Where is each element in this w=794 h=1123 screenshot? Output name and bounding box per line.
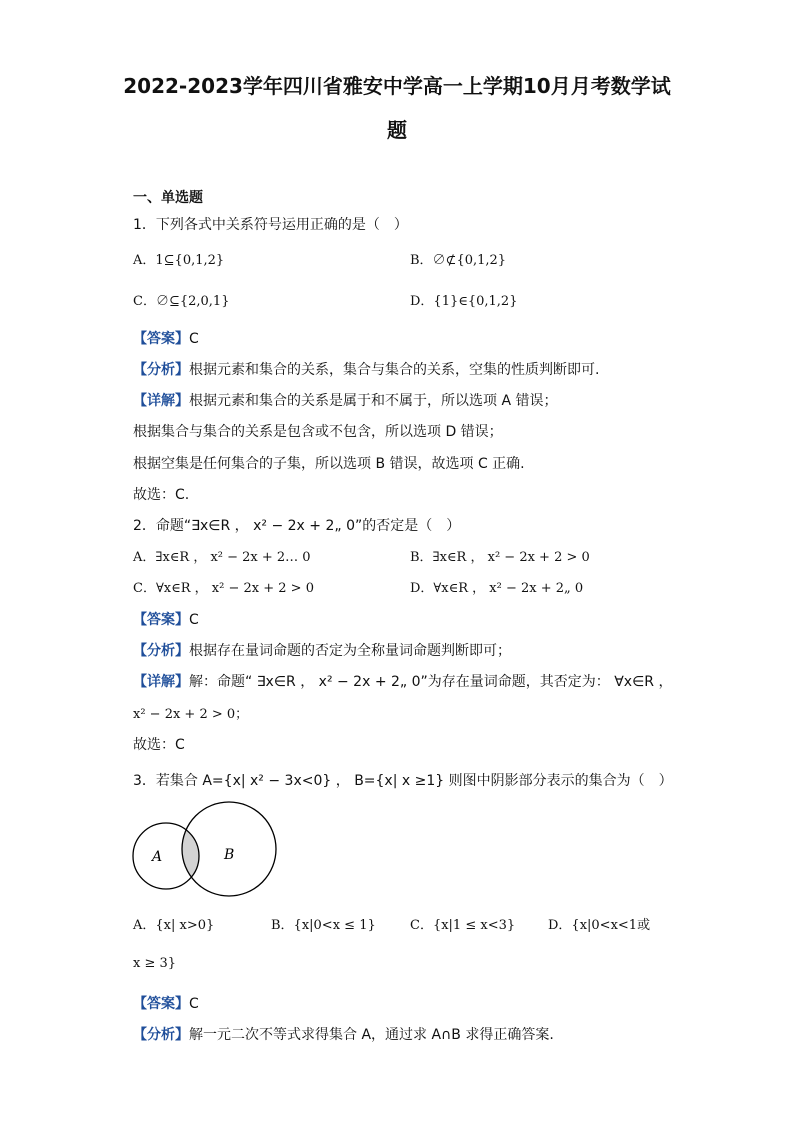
section-heading: 一、单选题 <box>133 190 203 206</box>
section-tag: 【答案】 <box>133 331 189 347</box>
q2-detail-2: x² − 2x + 2 > 0； <box>133 707 249 722</box>
q2-stem: 2．命题“∃x∈R ， x² − 2x + 2„ 0”的否定是（ ） <box>133 518 461 534</box>
section-tag: 【详解】 <box>133 393 189 409</box>
q1-detail-2: 根据集合与集合的关系是包含或不包含，所以选项 D 错误； <box>133 424 503 440</box>
section-tag: 【分析】 <box>133 643 189 659</box>
venn-label-a: A <box>152 849 163 865</box>
q1-option-c: C．∅⊆{2,0,1} <box>133 294 230 309</box>
q2-option-a: A．∃x∈R ， x² − 2x + 2… 0 <box>133 550 311 565</box>
q3-answer: 【答案】C <box>133 996 199 1012</box>
venn-label-b: B <box>224 847 235 863</box>
q1-option-b: B．∅⊄{0,1,2} <box>410 253 507 268</box>
q1-choose: 故选：C. <box>133 487 190 503</box>
q2-answer: 【答案】C <box>133 612 199 628</box>
q2-option-b: B．∃x∈R ， x² − 2x + 2 > 0 <box>410 550 590 565</box>
page-title-line1: 2022-2023学年四川省雅安中学高一上学期10月月考数学试 <box>123 74 671 98</box>
section-tag: 【答案】 <box>133 996 189 1012</box>
q1-answer: 【答案】C <box>133 331 199 347</box>
q2-detail-1: 【详解】解：命题“ ∃x∈R ， x² − 2x + 2„ 0”为存在量词命题，其否定为： ∀x∈R ， <box>133 674 673 690</box>
q1-stem: 1．下列各式中关系符号运用正确的是（ ） <box>133 217 408 233</box>
venn-diagram <box>128 800 284 902</box>
q1-analysis: 【分析】根据元素和集合的关系，集合与集合的关系，空集的性质判断即可. <box>133 362 600 378</box>
q2-option-d: D．∀x∈R ， x² − 2x + 2„ 0 <box>410 581 584 596</box>
q1-detail-3: 根据空集是任何集合的子集，所以选项 B 错误，故选项 C 正确. <box>133 456 525 472</box>
q3-option-a: A．{x| x>0} <box>133 918 215 933</box>
q3-option-c: C．{x|1 ≤ x<3} <box>410 918 516 933</box>
page-title-line2: 题 <box>387 118 407 142</box>
q3-option-b: B．{x|0<x ≤ 1} <box>271 918 376 933</box>
section-tag: 【答案】 <box>133 612 189 628</box>
q3-option-d: D．{x|0<x<1或 <box>548 918 651 933</box>
q2-choose: 故选：C <box>133 737 185 753</box>
q2-analysis: 【分析】根据存在量词命题的否定为全称量词命题判断即可； <box>133 643 511 659</box>
q3-option-d-cont: x ≥ 3} <box>133 956 177 971</box>
q1-detail-1: 【详解】根据元素和集合的关系是属于和不属于，所以选项 A 错误； <box>133 393 558 409</box>
q1-option-d: D．{1}∈{0,1,2} <box>410 294 518 309</box>
q1-option-a: A．1⊆{0,1,2} <box>133 253 225 268</box>
section-tag: 【详解】 <box>133 674 189 690</box>
q3-analysis: 【分析】解一元二次不等式求得集合 A，通过求 A∩B 求得正确答案. <box>133 1027 554 1043</box>
q3-stem: 3．若集合 A={x| x² − 3x<0} ， B={x| x ≥1} 则图中阴影部分表示的集合为（ ） <box>133 773 673 789</box>
section-tag: 【分析】 <box>133 362 189 378</box>
q2-option-c: C．∀x∈R ， x² − 2x + 2 > 0 <box>133 581 314 596</box>
section-tag: 【分析】 <box>133 1027 189 1043</box>
